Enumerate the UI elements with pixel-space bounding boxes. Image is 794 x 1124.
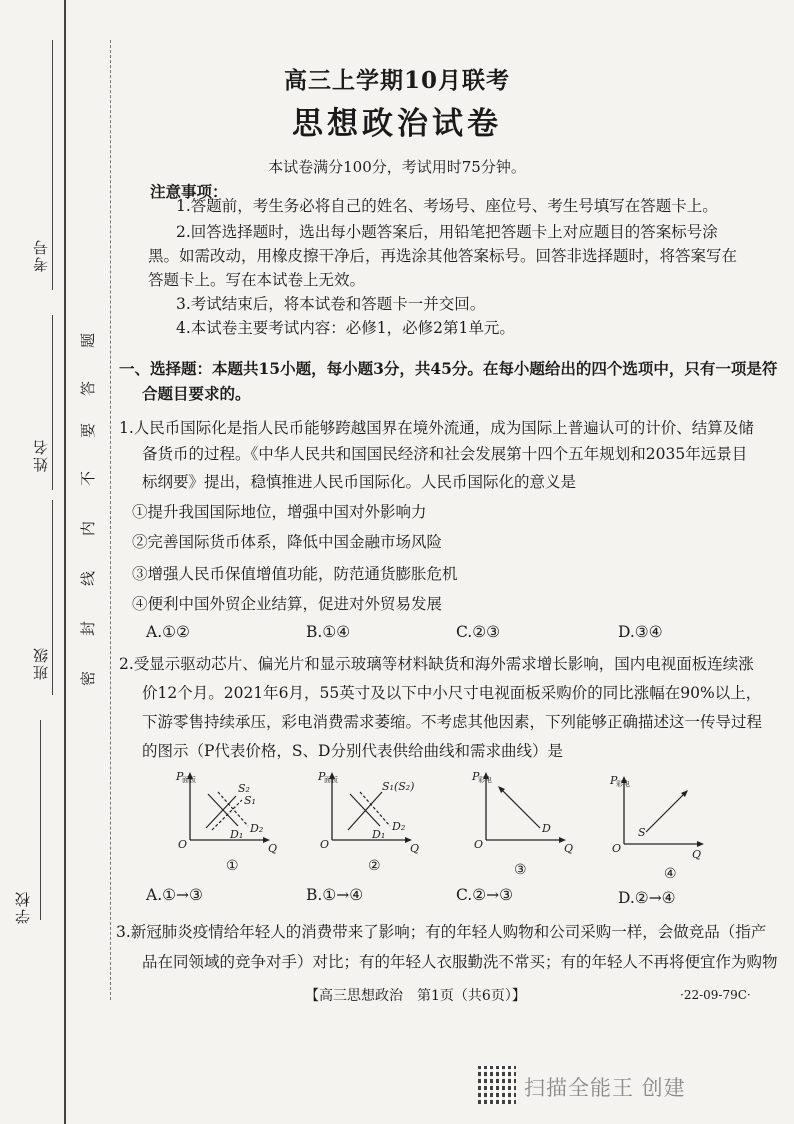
notice-line: 1.答题前，考生务必将自己的姓名、考场号、座位号、考生号填写在答题卡上。 (176, 197, 718, 215)
seal-char: 题 (79, 332, 98, 349)
figure-4 (602, 776, 712, 860)
supply-curve-s1 (206, 796, 236, 828)
q2-stem: 的图示（P代表价格，S、D分别代表供给曲线和需求曲线）是 (142, 742, 563, 760)
seal-char: 密 (79, 670, 98, 687)
figure-1-number: ① (226, 858, 239, 874)
curve-label: S (638, 826, 646, 839)
q2-stem: 下游零售持续承压，彩电消费需求萎缩。不考虑其他因素，下列能够正确描述这一传导过程 (142, 713, 763, 731)
curve-label: D (542, 822, 551, 835)
axis-p-sub: 彩电 (616, 780, 630, 788)
qr-code-pattern (478, 1066, 516, 1104)
seal-char: 不 (79, 470, 98, 487)
figure-1 (168, 772, 278, 856)
exam-no-label: 考号 (32, 238, 50, 272)
q1-stem: 1.人民币国际化是指人民币能够跨越国界在境外流通，成为国际上普遍认可的计价、结算及储 (119, 419, 754, 437)
q1-stem: 标纲要》提出，稳慎推进人民币国际化。人民币国际化的意义是 (142, 473, 577, 491)
axis-q-label: Q (564, 842, 574, 855)
figure-4-number: ④ (664, 866, 677, 882)
seal-char: 封 (79, 620, 98, 637)
q2-option-b[interactable]: B.①→④ (306, 886, 364, 904)
axis-q-label: Q (268, 842, 278, 855)
school-label: 学校 (14, 890, 32, 924)
curve-label: D₂ (392, 820, 406, 833)
q1-option-c[interactable]: C.②③ (456, 623, 501, 641)
q2-option-c[interactable]: C.②→③ (456, 886, 514, 904)
name-label: 姓名 (32, 438, 50, 472)
curve-label: S₂ (238, 782, 250, 795)
origin-label: O (178, 838, 188, 851)
section-heading: 一、选择题：本题共15小题，每小题3分，共45分。在每小题给出的四个选项中，只有一项是符 (119, 359, 778, 378)
curve-label: S₁(S₂) (382, 780, 415, 793)
school-field[interactable] (40, 720, 41, 920)
seal-char: 要 (79, 422, 98, 439)
notice-line: 2.回答选择题时，选出每小题答案后，用铅笔把答题卡上对应题目的答案标号涂 (176, 223, 718, 241)
axis-p-sub: 面板 (182, 776, 196, 784)
paper-code: ·22-09-79C· (680, 988, 751, 1002)
subject-title: 思想政治试卷 (292, 106, 502, 142)
supply-curve (646, 792, 686, 832)
axis-p-label: P (176, 770, 184, 783)
q1-option-a[interactable]: A.①② (146, 623, 190, 641)
q2-stem: 价12个月。2021年6月，55英寸及以下中小尺寸电视面板采购价的同比涨幅在90%以上， (142, 684, 762, 702)
notice-line: 黑。如需改动，用橡皮擦干净后，再选涂其他答案标号。回答非选择题时，将答案写在 (148, 247, 738, 265)
seal-line (110, 40, 111, 1000)
arrow-icon (697, 841, 704, 847)
notice-line: 3.考试结束后，将本试卷和答题卡一并交回。 (176, 295, 486, 313)
q3-stem: 品在同领域的竞争对手）对比；有的年轻人衣服勤洗不常买；有的年轻人不再将便宜作为购物 (142, 953, 778, 971)
q3-stem: 3.新冠肺炎疫情给年轻人的消费带来了影响；有的年轻人购物和公司采购一样，会做竞品（指产 (116, 923, 767, 941)
q1-item: ③增强人民币保值增值功能，防范通货膨胀危机 (132, 565, 458, 583)
figure-2-number: ② (368, 858, 381, 874)
figure-3-number: ③ (514, 862, 527, 878)
q1-stem: 备货币的过程。《中华人民共和国国民经济和社会发展第十四个五年规划和2035年远景目 (142, 445, 748, 463)
class-label: 班级 (32, 646, 50, 680)
axis-p-sub: 彩电 (478, 776, 492, 784)
notice-line: 答题卡上。写在本试卷上无效。 (148, 271, 366, 289)
origin-label: O (320, 838, 330, 851)
curve-label: S₁ (244, 794, 256, 807)
seal-char: 内 (79, 520, 98, 537)
q2-option-d[interactable]: D.②→④ (618, 889, 676, 907)
figure-2 (310, 772, 420, 856)
q1-item: ②完善国际货币体系，降低中国金融市场风险 (132, 533, 443, 551)
q2-option-a[interactable]: A.①→③ (146, 886, 203, 904)
section-heading-cont: 合题目要求的。 (142, 384, 251, 403)
axis-p-label: P (318, 770, 326, 783)
notice-heading: 注意事项： (150, 182, 228, 201)
origin-label: O (612, 842, 622, 855)
demand-curve (500, 788, 540, 828)
axis-q-label: Q (410, 842, 420, 855)
origin-label: O (474, 838, 484, 851)
curve-label: D₁ (372, 828, 386, 841)
seal-char: 答 (79, 380, 98, 397)
q1-item: ④便利中国外贸企业结算，促进对外贸易发展 (132, 595, 443, 613)
curve-label: D₁ (230, 828, 244, 841)
page-footer: 【高三思想政治 第1页（共6页）】 (305, 988, 526, 1004)
axis-p-sub: 面板 (324, 776, 338, 784)
axis-q-label: Q (692, 848, 702, 861)
curve-label: D₂ (250, 822, 264, 835)
exam-title: 高三上学期10月联考 (283, 67, 510, 94)
figure-3 (464, 772, 574, 856)
scanner-watermark: 扫描全能王 创建 (524, 1076, 686, 1100)
q1-option-d[interactable]: D.③④ (618, 623, 663, 641)
q1-option-b[interactable]: B.①④ (306, 623, 351, 641)
axis-p-label: P (472, 770, 480, 783)
q2-stem: 2.受显示驱动芯片、偏光片和显示玻璃等材料缺货和海外需求增长影响，国内电视面板连续涨 (119, 655, 754, 673)
name-field[interactable] (52, 315, 53, 490)
notice-line: 4.本试卷主要考试内容：必修1，必修2第1单元。 (176, 319, 515, 337)
class-field[interactable] (52, 500, 53, 695)
axis-p-label: P (610, 774, 618, 787)
seal-char: 线 (79, 570, 98, 587)
exam-meta: 本试卷满分100分，考试用时75分钟。 (268, 158, 526, 176)
q1-item: ①提升我国国际地位，增强中国对外影响力 (132, 503, 427, 521)
